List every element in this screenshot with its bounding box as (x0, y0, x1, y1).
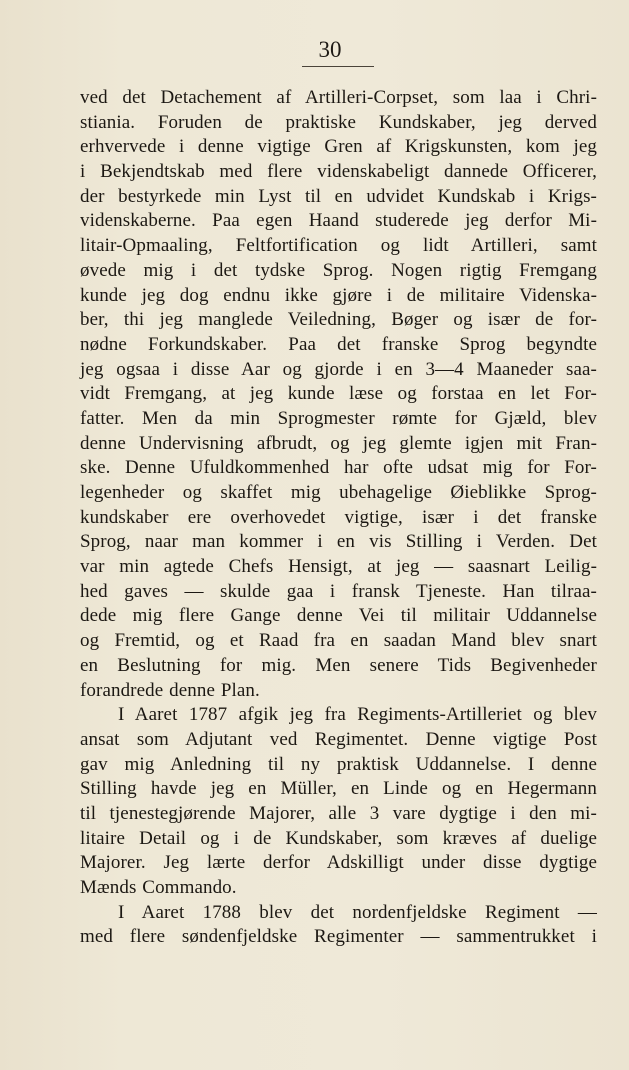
text-line: legenheder og skaffet mig ubehagelige Øieblikke Sprog- (80, 482, 597, 503)
body-text (80, 86, 597, 950)
text-line: forandrede denne Plan. (80, 679, 260, 701)
text-line: der bestyrkede min Lyst til en udvidet Kundskab i Krigs- (80, 185, 597, 207)
text-line: var min agtede Chefs Hensigt, at jeg — saasnart Leilig- (80, 556, 597, 578)
text-line: kunde jeg dog endnu ikke gjøre i de militaire Videnska- (80, 284, 597, 306)
text-line: Stilling havde jeg en Müller, en Linde og en Hegermann (80, 778, 597, 800)
text-line: jeg ogsaa i disse Aar og gjorde i en 3—4 Maaneder saa- (80, 358, 597, 380)
text-line: kundskaber ere overhovedet vigtige, især i det franske (80, 506, 597, 528)
text-line: vidt Fremgang, at jeg kunde læse og forstaa en let For- (80, 383, 597, 405)
page-number: 30 (318, 37, 342, 62)
text-line: Sprog, naar man kommer i en vis Stilling i Verden. Det (80, 531, 597, 553)
text-line: videnskaberne. Paa egen Haand studerede jeg derfor Mi- (80, 210, 597, 232)
text-line: ansat som Adjutant ved Regimentet. Denne vigtige Post (80, 728, 597, 750)
text-line: med flere søndenfjeldske Regimenter — sammentrukket i (80, 926, 597, 948)
page-number-rule (302, 66, 374, 67)
text-line: nødne Forkundskaber. Paa det franske Sprog begyndte (80, 333, 597, 355)
text-line: ber, thi jeg manglede Veiledning, Bøger og især de for- (80, 309, 597, 331)
text-line: Mænds Commando. (80, 877, 237, 898)
text-line: øvede mig i det tydske Sprog. Nogen rigtig Fremgang (80, 259, 597, 281)
text-line: stiania. Foruden de praktiske Kundskaber, jeg derved (80, 111, 597, 133)
text-line: fatter. Men da min Sprogmester rømte for Gjæld, blev (80, 407, 597, 429)
text-line: litair-Opmaaling, Feltfortification og lidt Artilleri, samt (80, 235, 597, 257)
text-line: I Aaret 1787 afgik jeg fra Regiments-Artilleriet og blev (118, 704, 597, 726)
text-line: hed gaves — skulde gaa i fransk Tjeneste. Han tilraa- (80, 580, 597, 602)
text-line: ved det Detachement af Artilleri-Corpset, som laa i Chri- (80, 87, 597, 108)
text-line: gav mig Anledning til ny praktisk Uddannelse. I denne (80, 753, 597, 775)
text-line: I Aaret 1788 blev det nordenfjeldske Regiment — (118, 901, 597, 923)
text-line: til tjenestegjørende Majorer, alle 3 vare dygtige i den mi- (80, 802, 597, 824)
text-line: Majorer. Jeg lærte derfor Adskilligt under disse dygtige (80, 852, 597, 874)
text-line: en Beslutning for mig. Men senere Tids Begivenheder (80, 654, 597, 676)
text-line: denne Undervisning afbrudt, og jeg glemte igjen mit Fran- (80, 432, 597, 454)
text-line: litaire Detail og i de Kundskaber, som kræves af duelige (80, 827, 597, 849)
text-line: erhvervede i denne vigtige Gren af Krigskunsten, kom jeg (80, 136, 597, 158)
text-line: i Bekjendtskab med flere videnskabeligt dannede Officerer, (80, 161, 597, 183)
text-line: dede mig flere Gange denne Vei til militair Uddannelse (80, 605, 597, 627)
text-line: ske. Denne Ufuldkommenhed har ofte udsat mig for For- (80, 457, 597, 479)
text-line: og Fremtid, og et Raad fra en saadan Mand blev snart (80, 630, 597, 652)
